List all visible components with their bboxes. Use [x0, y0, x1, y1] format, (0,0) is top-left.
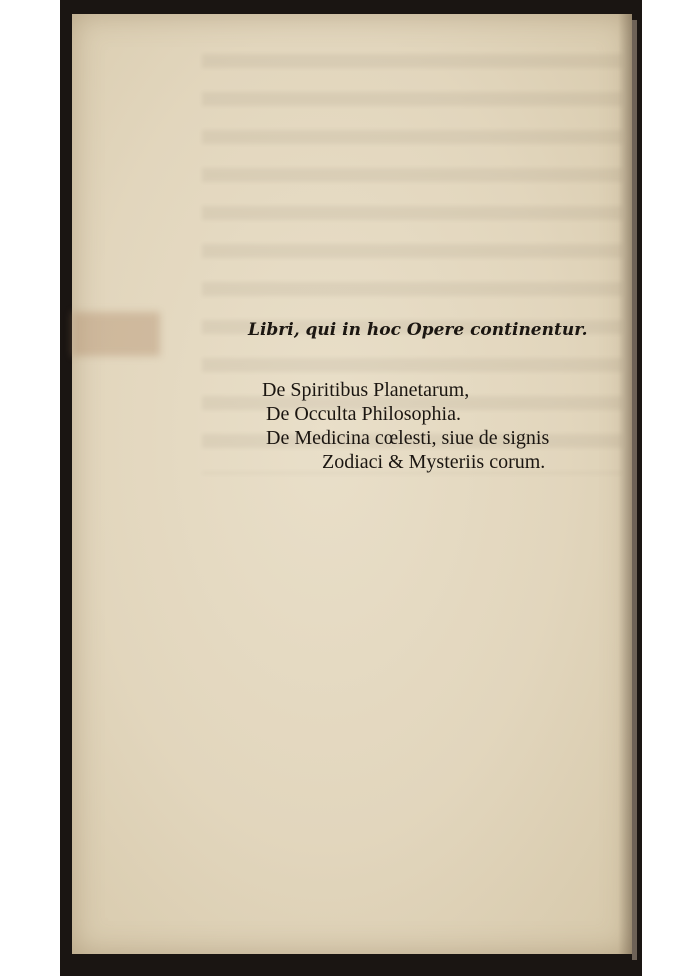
contents-entry-spiritibus: De Spiritibus Planetarum,	[262, 379, 470, 401]
contents-list	[262, 378, 622, 474]
contents-entry-medicina: De Medicina cœlesti, siue de signis	[266, 427, 550, 449]
page-edge	[632, 20, 637, 960]
book-page	[72, 14, 632, 954]
contents-entry-occulta: De Occulta Philosophia.	[266, 403, 461, 425]
spine-shadow	[618, 14, 632, 954]
contents-heading: Libri, qui in hoc Opere continentur.	[248, 320, 588, 340]
paper-stain	[72, 312, 160, 356]
contents-entry-zodiaci: Zodiaci & Mysteriis corum.	[322, 451, 546, 473]
